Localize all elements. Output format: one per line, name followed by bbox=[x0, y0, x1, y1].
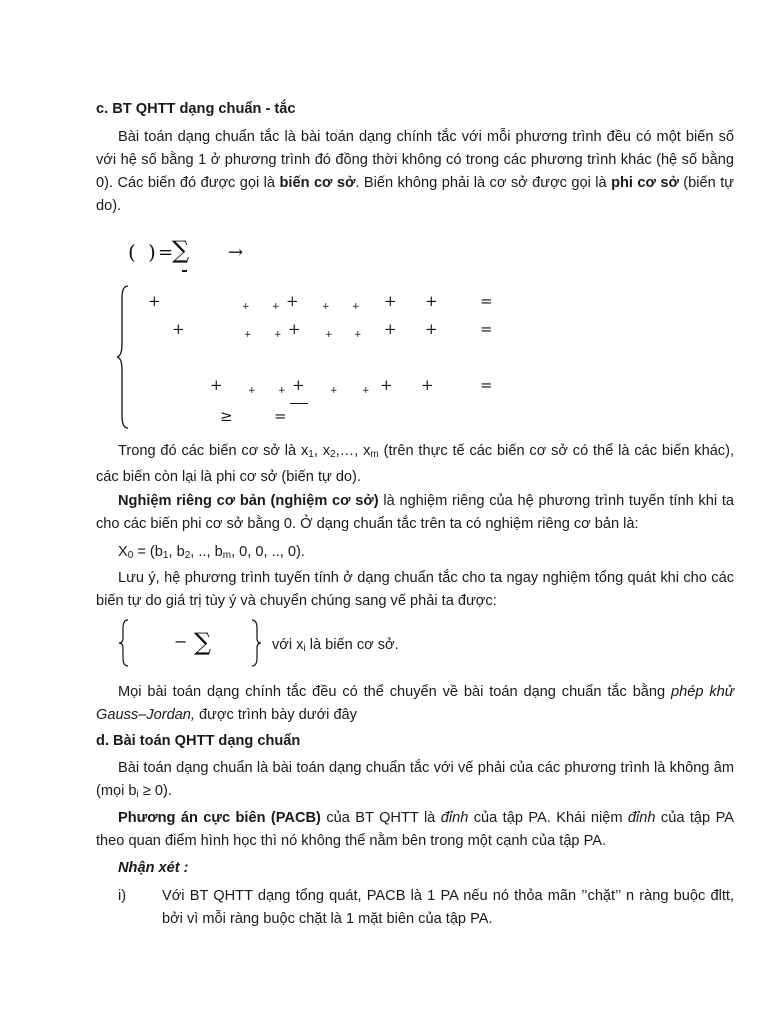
text: Trong đó các biến cơ sở là x bbox=[118, 443, 309, 459]
plus-sign: + bbox=[292, 376, 305, 394]
plus-sign: + bbox=[325, 330, 333, 340]
term-extreme-plan: Phương án cực biên (PACB) bbox=[118, 810, 321, 826]
equals-sign: = bbox=[274, 407, 287, 425]
list-item-text: Với BT QHTT dạng tổng quát, PACB là 1 PA nếu nó thỏa mãn ’’chặt’’ n ràng buộc đltt, bởi vì mỗi ràng buộc chặt là 1 mặt biên của tập PA. bbox=[162, 888, 734, 927]
plus-sign: + bbox=[242, 302, 250, 312]
term-basic-variable: biến cơ sở bbox=[279, 175, 356, 191]
general-solution-note bbox=[272, 634, 399, 660]
sum-symbol: ∑ bbox=[194, 628, 212, 656]
plus-sign: + bbox=[148, 292, 161, 310]
plus-sign: + bbox=[210, 376, 223, 394]
plus-sign: + bbox=[244, 330, 252, 340]
text: là biến cơ sở. bbox=[305, 637, 399, 653]
minus-sign: − bbox=[174, 632, 188, 651]
paragraph-standard-form-definition bbox=[96, 126, 734, 218]
section-d-heading: d. Bài toán QHTT dạng chuẩn bbox=[96, 733, 301, 749]
subscript: m bbox=[222, 550, 232, 561]
text: Bài toán dạng chuẩn là bài toán dạng chuẩn tắc với vế phải của các phương trình là không âm (mọi b bbox=[96, 760, 734, 799]
term-basic-solution: Nghiệm riêng cơ bản (nghiệm cơ sở) bbox=[118, 493, 379, 509]
paragraph-extreme-plan bbox=[96, 807, 734, 853]
equals-sign: = bbox=[480, 376, 493, 394]
paren-open: ( bbox=[128, 240, 136, 264]
plus-sign: + bbox=[278, 386, 286, 396]
term-vertex: đỉnh bbox=[627, 810, 656, 826]
text: X bbox=[118, 544, 128, 560]
plus-sign: + bbox=[425, 292, 438, 310]
term-gauss-jordan: phép khử Gauss–Jordan, bbox=[96, 684, 734, 723]
text: (biến tự do). bbox=[96, 175, 735, 214]
right-brace bbox=[248, 618, 264, 668]
plus-sign: + bbox=[352, 302, 360, 312]
text: của BT QHTT là bbox=[320, 810, 441, 826]
text: với x bbox=[272, 637, 304, 653]
paragraph-gauss-jordan bbox=[96, 681, 734, 727]
paren-close: ) bbox=[148, 240, 156, 264]
plus-sign: + bbox=[384, 320, 397, 338]
plus-sign: + bbox=[172, 320, 185, 338]
plus-sign: + bbox=[286, 292, 299, 310]
text: , 0, 0, .., 0). bbox=[231, 544, 305, 560]
system-brace bbox=[114, 284, 134, 430]
equals-sign: = bbox=[158, 242, 174, 263]
equals-sign: = bbox=[480, 292, 493, 310]
paragraph-standard-problem bbox=[96, 757, 734, 806]
geq-sign: ≥ bbox=[220, 407, 233, 425]
text: = (b bbox=[133, 544, 163, 560]
plus-sign: + bbox=[362, 386, 370, 396]
remark-heading: Nhận xét : bbox=[118, 860, 189, 876]
text: Mọi bài toán dạng chính tắc đều có thể chuyển về bài toán dạng chuẩn tắc bằng bbox=[118, 684, 672, 700]
plus-sign: + bbox=[272, 302, 280, 312]
equals-sign: = bbox=[480, 320, 493, 338]
text: Bài toán dạng chuẩn tắc là bài toán dạng chính tắc với mỗi phương trình đều có một biến số với hệ số bằng 1 ở phương trình đó đồng thời không có trong các phương trình khác (hệ số bằng 0). Các biến đó được gọi là bbox=[96, 129, 734, 191]
subscript: 2 bbox=[330, 449, 336, 460]
plus-sign: + bbox=[421, 376, 434, 394]
section-c-heading: c. BT QHTT dạng chuẩn - tắc bbox=[96, 101, 296, 117]
left-brace bbox=[116, 618, 132, 668]
text: của tập PA. Khái niệm bbox=[468, 810, 628, 826]
text: , .., b bbox=[190, 544, 223, 560]
sum-symbol: ∑ bbox=[172, 236, 190, 264]
plus-sign: + bbox=[274, 330, 282, 340]
text: (trên thực tế các biến cơ sở có thể là các biến khác), các biến còn lại là phi cơ sở (biến tự do). bbox=[96, 443, 735, 485]
overline-mark bbox=[290, 403, 308, 404]
plus-sign: + bbox=[322, 302, 330, 312]
subscript: 1 bbox=[308, 449, 314, 460]
text: , b bbox=[168, 544, 185, 560]
subscript: 2 bbox=[184, 550, 191, 561]
subscript: i bbox=[136, 789, 139, 800]
text: . Biến không phải là cơ sở được gọi là bbox=[355, 175, 612, 191]
plus-sign: + bbox=[380, 376, 393, 394]
paragraph-basic-solution bbox=[96, 490, 734, 536]
plus-sign: + bbox=[425, 320, 438, 338]
arrow-icon: → bbox=[228, 242, 244, 263]
subscript: i bbox=[303, 643, 306, 654]
text: , x bbox=[313, 443, 331, 459]
term-vertex: đỉnh bbox=[440, 810, 469, 826]
text: ,…, x bbox=[335, 443, 371, 459]
term-non-basic-variable: phi cơ sở bbox=[611, 175, 679, 191]
subscript: 0 bbox=[127, 550, 134, 561]
subscript: m bbox=[370, 449, 379, 460]
paragraph-general-solution: Lưu ý, hệ phương trình tuyến tính ở dạng chuẩn tắc cho ta ngay nghiệm tổng quát khi cho các biến tự do giá trị tùy ý và chuyển chúng sang vế phải ta được: bbox=[96, 570, 734, 609]
plus-sign: + bbox=[384, 292, 397, 310]
subscript: 1 bbox=[162, 550, 169, 561]
text: ≥ 0). bbox=[138, 783, 172, 799]
text: được trình bày dưới đây bbox=[194, 707, 357, 723]
sum-subscript-mark bbox=[182, 270, 187, 272]
plus-sign: + bbox=[330, 386, 338, 396]
list-item-number: i) bbox=[118, 888, 127, 904]
plus-sign: + bbox=[354, 330, 362, 340]
text: của tập PA theo quan điểm hình học thì nó không thể nằm bên trong một cạnh của tập PA. bbox=[96, 810, 734, 849]
paragraph-basic-variables bbox=[96, 440, 734, 489]
basic-solution-formula bbox=[118, 541, 305, 567]
plus-sign: + bbox=[288, 320, 301, 338]
text: là nghiệm riêng của hệ phương trình tuyến tính khi ta cho các biến phi cơ sở bằng 0. Ở dạng chuẩn tắc trên ta có nghiệm riêng cơ bản là: bbox=[96, 493, 734, 532]
plus-sign: + bbox=[248, 386, 256, 396]
